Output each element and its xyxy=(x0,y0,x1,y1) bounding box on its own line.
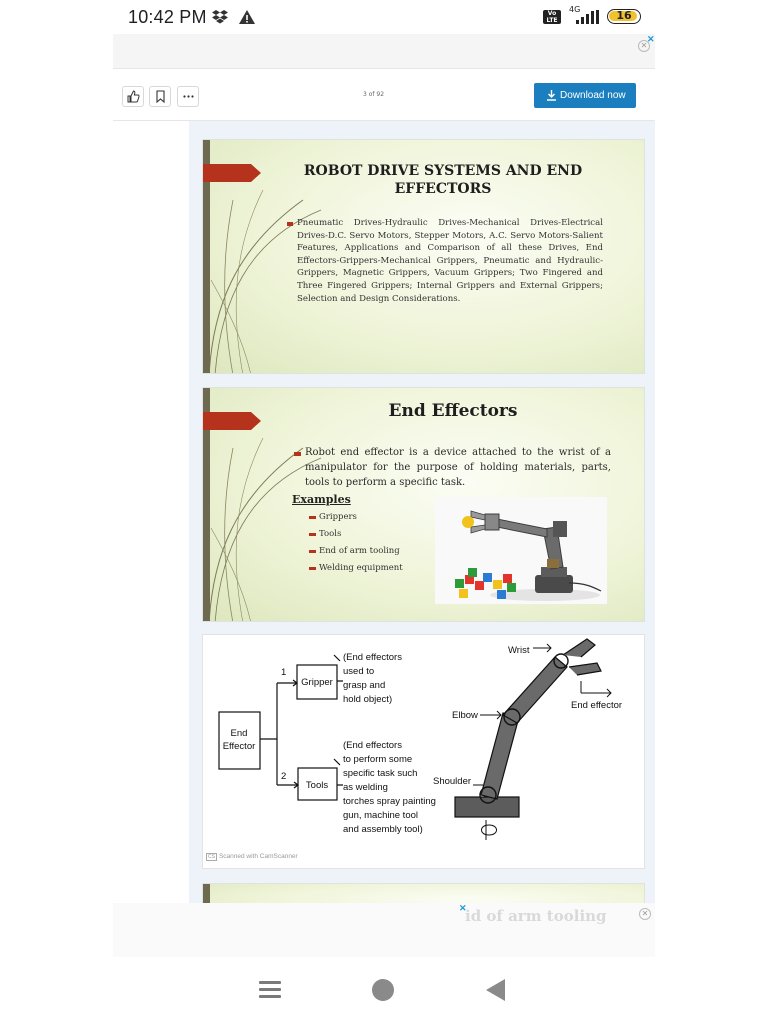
status-bar xyxy=(0,0,768,34)
diagram-description-line: specific task such xyxy=(343,768,418,779)
shoulder-label: Shoulder xyxy=(433,776,472,787)
slide-4-partial-title: id of arm tooling xyxy=(465,907,607,925)
diagram-description-line: torches spray painting xyxy=(343,796,436,807)
branch2-description xyxy=(343,740,436,835)
diagram-description-line: hold object) xyxy=(343,694,393,705)
list-item xyxy=(309,546,403,563)
branch2-num: 2 xyxy=(281,771,287,782)
branch1-num: 1 xyxy=(281,667,287,678)
dropbox-icon xyxy=(212,9,228,24)
download-icon xyxy=(546,89,557,101)
diagram-description-line: (End effectors xyxy=(343,740,402,751)
slide-arrow-icon xyxy=(203,164,261,182)
slide-side-bar xyxy=(203,884,210,903)
list-item xyxy=(309,529,403,546)
volte-icon: Vo LTE xyxy=(543,10,561,24)
bookmark-icon xyxy=(154,90,167,103)
ad-close-icon[interactable]: ✕ xyxy=(638,40,650,52)
bullet-marker xyxy=(294,452,301,456)
slide-2-body: Robot end effector is a device attached to the wrist of a manipulator for the purpose of holding materials, parts, tools to perform a specific task. xyxy=(305,447,611,488)
slide-2 xyxy=(202,387,645,622)
branch2-label: Tools xyxy=(305,780,329,791)
diagram-description-line: grasp and xyxy=(343,680,386,691)
battery-icon xyxy=(607,9,641,24)
home-icon[interactable] xyxy=(372,979,394,1001)
battery-level: 16 xyxy=(616,9,632,22)
navigation-bar xyxy=(0,957,768,1024)
camscanner-text: Scanned with CamScanner xyxy=(218,853,298,860)
menu-icon[interactable] xyxy=(259,979,281,1001)
bullet-marker xyxy=(287,222,293,226)
document-reader[interactable] xyxy=(189,121,655,903)
examples-heading: Examples xyxy=(292,493,351,506)
elbow-label: Elbow xyxy=(452,710,478,721)
slide-1-title xyxy=(293,162,593,198)
slide-2-title: End Effectors xyxy=(388,401,518,421)
camscanner-watermark xyxy=(206,853,298,861)
slide-4 xyxy=(202,883,645,903)
network-type: 4G xyxy=(569,5,581,14)
examples-list xyxy=(309,512,403,580)
slide-1-title-line1: ROBOT DRIVE SYSTEMS AND END xyxy=(303,163,583,179)
ad-info-icon[interactable]: ✕ xyxy=(647,34,655,44)
slide-1-title-line2: EFFECTORS xyxy=(394,181,492,197)
download-button[interactable] xyxy=(534,83,636,108)
root-label-2: Effector xyxy=(222,741,256,752)
ad-close-icon[interactable]: ✕ xyxy=(639,908,651,920)
diagram-description-line: as welding xyxy=(343,782,388,793)
status-time: 10:42 PM xyxy=(128,7,207,27)
more-options-button[interactable] xyxy=(177,86,199,107)
like-button[interactable] xyxy=(122,86,144,107)
save-button[interactable] xyxy=(149,86,171,107)
back-icon[interactable] xyxy=(486,979,505,1001)
camscanner-badge: CS xyxy=(208,854,215,860)
diagram-description-line: to perform some xyxy=(343,754,413,765)
reader-left-margin xyxy=(113,121,189,903)
ad-info-icon[interactable]: ✕ xyxy=(459,903,467,913)
warning-icon xyxy=(238,9,256,25)
branch1-description xyxy=(343,652,402,705)
branch1-label: Gripper xyxy=(301,677,333,688)
end-effector-label: End effector xyxy=(571,700,623,711)
example-label: Grippers xyxy=(319,512,357,522)
more-icon xyxy=(182,90,195,103)
download-label: Download now xyxy=(560,90,626,101)
robot-arm-photo xyxy=(435,497,607,604)
example-label: Welding equipment xyxy=(319,563,403,573)
root-label: End xyxy=(230,728,248,739)
wrist-label: Wrist xyxy=(508,645,530,656)
diagram-description-line: (End effectors xyxy=(343,652,402,663)
thumbs-up-icon xyxy=(127,90,140,103)
end-effector-diagram xyxy=(203,635,645,869)
diagram-description-line: gun, machine tool xyxy=(343,810,418,821)
slide-1 xyxy=(202,139,645,374)
slide-arrow-icon xyxy=(203,412,261,430)
example-label: End of arm tooling xyxy=(319,546,400,556)
slide-1-body: Pneumatic Drives-Hydraulic Drives-Mechanical Drives-Electrical Drives-D.C. Servo Motors, Stepper Motors, A.C. Servo Motors-Salient Features, Applications and Comparison of all these Drives, End Effectors-Grippers-Mechanical Grippers, Pneumatic and Hydraulic- Grippers, Magnetic Grippers, Vacuum Grippers; Two Fingered and Three Fingered Grippers; Internal Grippers and External Grippers; Selection and Design Considerations. xyxy=(297,218,603,304)
page-indicator: 3 of 92 xyxy=(363,91,385,98)
document-toolbar xyxy=(113,68,655,121)
diagram-description-line: and assembly tool) xyxy=(343,824,423,835)
diagram-description-line: used to xyxy=(343,666,375,677)
signal-icon xyxy=(576,10,600,24)
example-label: Tools xyxy=(319,529,342,539)
list-item xyxy=(309,563,403,580)
ad-banner-top[interactable] xyxy=(113,34,655,68)
ad-banner-bottom[interactable] xyxy=(113,903,655,957)
list-item xyxy=(309,512,403,529)
slide-3-diagram xyxy=(202,634,645,869)
